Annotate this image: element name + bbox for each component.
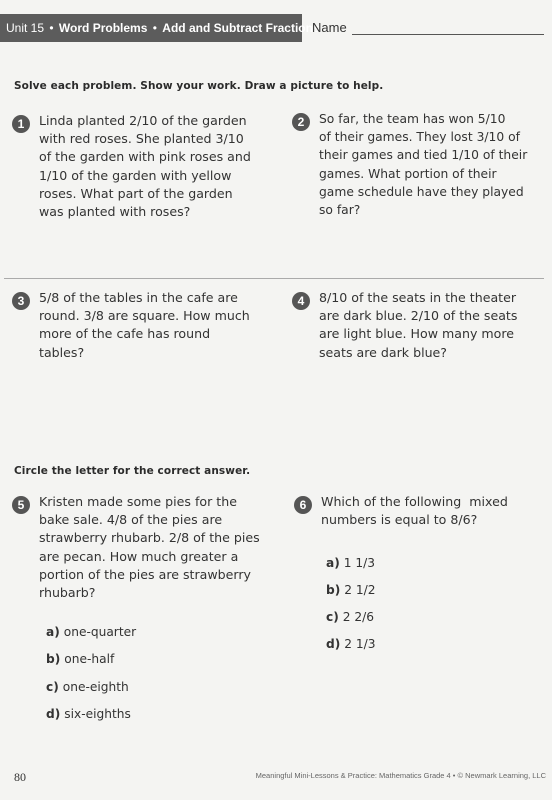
problem-number-badge: 5 xyxy=(12,496,30,514)
problem-line: games. What portion of their xyxy=(319,166,497,181)
problem-number-badge: 3 xyxy=(12,292,30,310)
choice-letter[interactable]: d) xyxy=(326,637,341,651)
choice-text: 2 2/6 xyxy=(342,610,375,624)
topic-add-subtract-fractions: Add and Subtract Fractions xyxy=(162,21,320,35)
problem-line: are pecan. How much greater a xyxy=(39,548,239,564)
problem-line: bake sale. 4/8 of the pies are xyxy=(39,512,223,528)
header-separator: • xyxy=(152,21,157,35)
problem-line: portion of the pies are strawberry xyxy=(39,566,252,582)
problem-line: 8/10 of the seats in the theater xyxy=(319,290,517,305)
problem-line: are dark blue. 2/10 of the seats xyxy=(319,308,518,324)
answer-choice-a[interactable] xyxy=(326,556,375,570)
section-divider xyxy=(4,278,544,279)
problem-text xyxy=(39,493,260,602)
problem-line: are light blue. How many more xyxy=(319,326,515,342)
problem-text xyxy=(319,289,517,362)
topic-word-problems: Word Problems xyxy=(58,21,148,35)
problem-text xyxy=(321,493,508,529)
problem-line: numbers is equal to 8/6? xyxy=(321,512,478,528)
footer-credit: Meaningful Mini-Lessons & Practice: Mathematics Grade 4 • © Newmark Learning, LLC xyxy=(255,771,546,780)
problem-number-badge: 6 xyxy=(294,496,312,514)
problem-number-badge: 2 xyxy=(292,113,310,131)
choice-letter[interactable]: d) xyxy=(46,707,61,721)
answer-choice-c[interactable] xyxy=(46,680,129,694)
problem-number-badge: 1 xyxy=(12,115,30,133)
problem-text xyxy=(319,110,527,219)
choice-letter[interactable]: b) xyxy=(46,652,61,666)
problem-line: of the garden with pink roses and xyxy=(39,149,251,165)
page-number: 80 xyxy=(14,770,26,784)
answer-choice-d[interactable] xyxy=(46,707,131,721)
unit-header-bar xyxy=(0,14,320,42)
problem-line: tables? xyxy=(39,344,85,360)
problem-line: of their games. They lost 3/10 of xyxy=(319,130,520,145)
problem-line: roses. What part of the garden xyxy=(39,185,233,201)
answer-choice-d[interactable] xyxy=(326,637,376,651)
problem-line: game schedule have they played xyxy=(319,184,524,199)
problem-line: strawberry rhubarb. 2/8 of the pies xyxy=(39,530,260,546)
choice-letter[interactable]: c) xyxy=(46,680,59,694)
problem-line: rhubarb? xyxy=(39,585,96,601)
problem-number-badge: 4 xyxy=(292,292,310,310)
problem-line: Which of the following mixed xyxy=(321,494,508,509)
problem-line: was planted with roses? xyxy=(39,204,191,220)
choice-text: six-eighths xyxy=(64,707,131,721)
problem-line: Kristen made some pies for the xyxy=(39,494,237,509)
name-write-line[interactable] xyxy=(352,34,544,35)
choice-letter[interactable]: c) xyxy=(326,610,339,624)
choice-letter[interactable]: a) xyxy=(46,625,60,639)
problem-line: 5/8 of the tables in the cafe are xyxy=(39,290,238,305)
answer-choice-a[interactable] xyxy=(46,625,136,639)
choice-text: 2 1/3 xyxy=(344,637,376,651)
answer-choice-b[interactable] xyxy=(326,583,376,597)
name-label: Name xyxy=(312,20,347,35)
problem-line: seats are dark blue? xyxy=(319,344,447,360)
choice-letter[interactable]: a) xyxy=(326,556,340,570)
choice-text: one-quarter xyxy=(63,625,137,639)
problem-line: more of the cafe has round xyxy=(39,326,211,342)
problem-text xyxy=(39,112,251,221)
choice-text: 1 1/3 xyxy=(343,556,376,570)
choice-text: 2 1/2 xyxy=(344,583,376,597)
problem-line: Linda planted 2/10 of the garden xyxy=(39,113,247,128)
problem-line: their games and tied 1/10 of their xyxy=(319,148,528,163)
header-separator: • xyxy=(49,21,54,35)
problem-line: so far? xyxy=(319,203,361,218)
choice-text: one-half xyxy=(64,652,115,666)
problem-line: with red roses. She planted 3/10 xyxy=(39,131,244,147)
problem-text xyxy=(39,289,250,362)
problem-line: So far, the team has won 5/10 xyxy=(319,112,506,126)
section-2-instruction: Circle the letter for the correct answer. xyxy=(14,465,251,477)
problem-line: 1/10 of the garden with yellow xyxy=(39,167,232,183)
answer-choice-b[interactable] xyxy=(46,652,114,666)
choice-letter[interactable]: b) xyxy=(326,583,341,597)
choice-text: one-eighth xyxy=(62,680,129,694)
answer-choice-c[interactable] xyxy=(326,610,374,624)
section-1-instruction: Solve each problem. Show your work. Draw a picture to help. xyxy=(14,80,384,92)
unit-label: Unit 15 xyxy=(6,21,45,35)
problem-line: round. 3/8 are square. How much xyxy=(39,308,250,324)
